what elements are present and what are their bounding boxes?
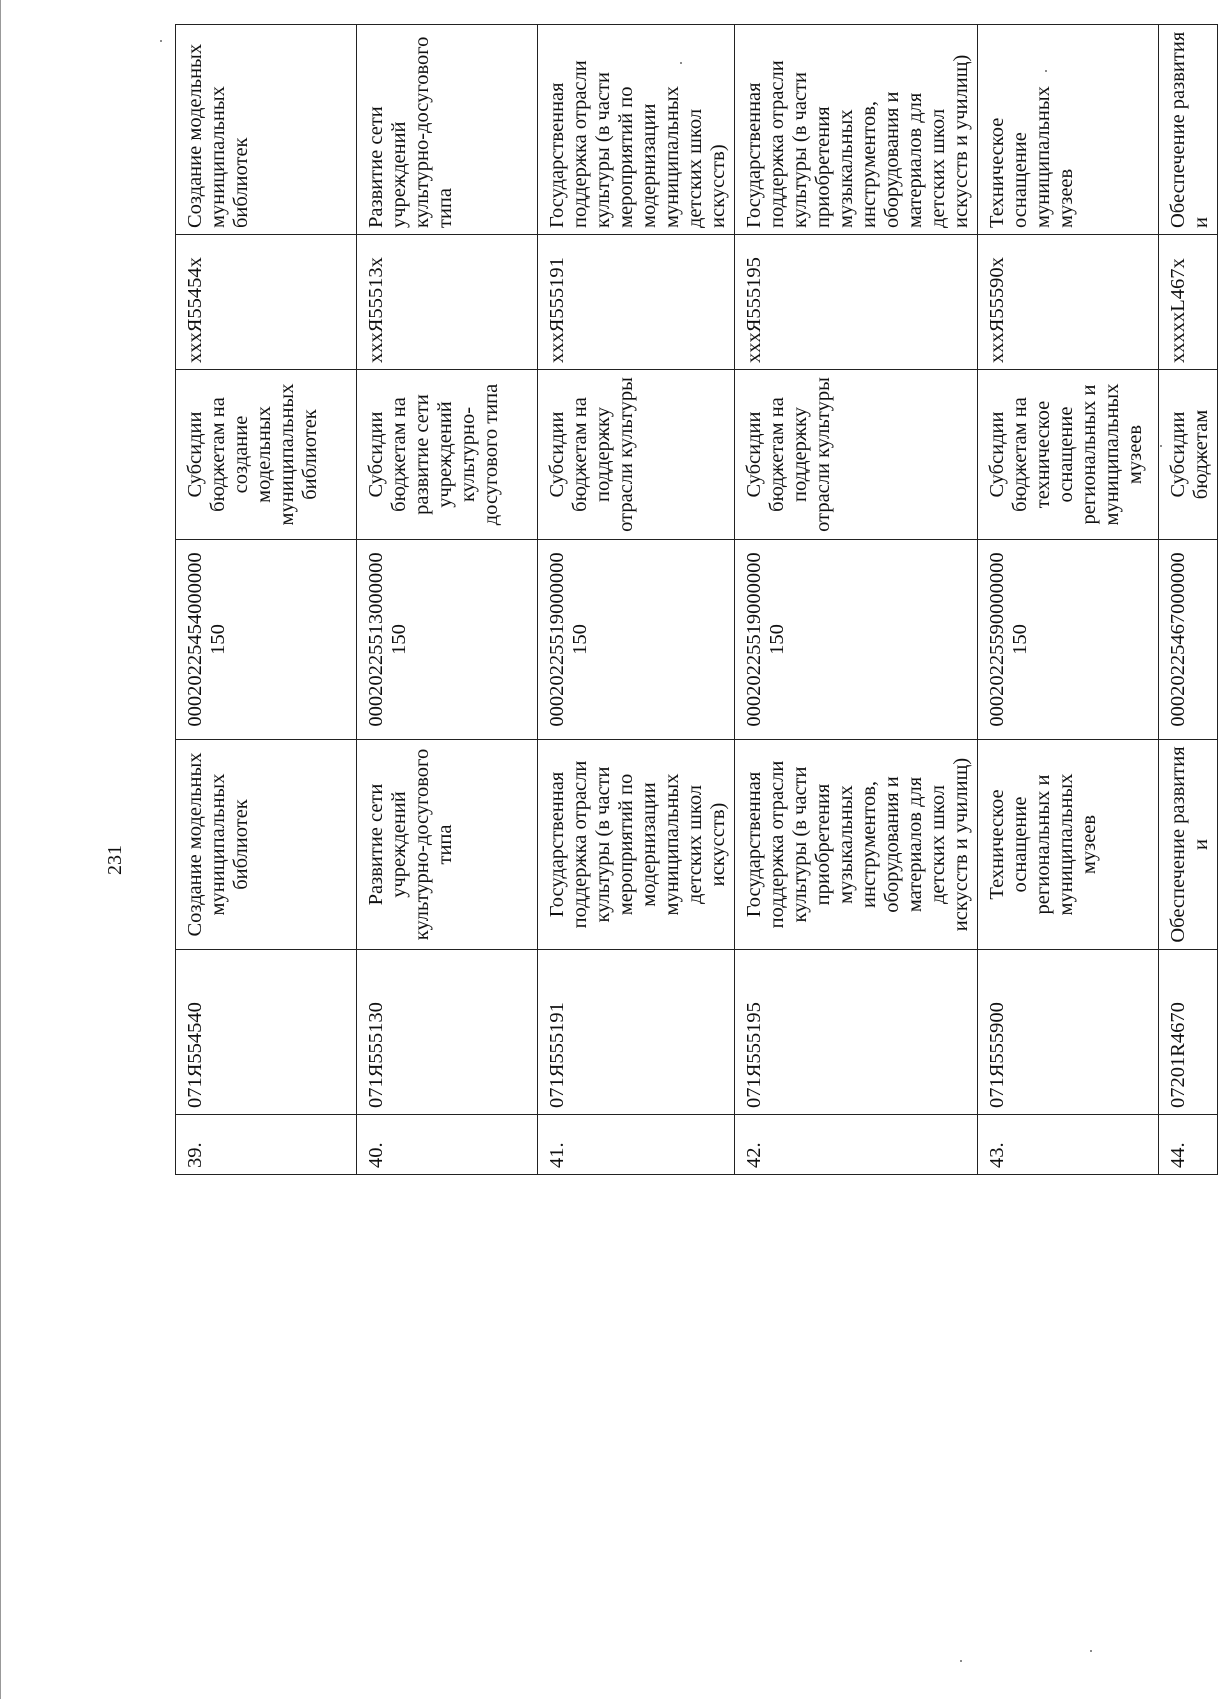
subsidy-name: Субсидии бюджетам на поддержку отрасли культуры [538, 370, 735, 540]
target-name: Государственная поддержка отрасли культуры (в части приобретения музыкальных инструментов, оборудования и материалов для детских школ искусств и училищ) [735, 25, 978, 235]
target-name: Государственная поддержка отрасли культуры (в части мероприятий по модернизации муниципальных детских школ искусств) [538, 25, 735, 235]
expense-code: 071Я555130 [357, 950, 538, 1115]
revenue-code: 00020225454000000 150 [176, 540, 357, 740]
row-number: 44. [1159, 1115, 1218, 1175]
row-number: 39. [176, 1115, 357, 1175]
expense-name: Обеспечение развития и [1159, 740, 1218, 950]
row-number: 42. [735, 1115, 978, 1175]
page-edge [0, 0, 1, 1699]
subsidy-name: Субсидии бюджетам на развитие сети учреждений культурно-досугового типа [357, 370, 538, 540]
target-name: Обеспечение развития и [1159, 25, 1218, 235]
scan-speck [1160, 445, 1162, 447]
subsidy-name: Субсидии бюджетам на поддержку отрасли культуры [735, 370, 978, 540]
revenue-code: 00020225513000000 150 [357, 540, 538, 740]
table-row [357, 25, 538, 1175]
expense-name: Государственная поддержка отрасли культуры (в части мероприятий по модернизации муниципальных детских школ искусств) [538, 740, 735, 950]
row-number: 40. [357, 1115, 538, 1175]
expense-code: 07201R4670 [1159, 950, 1218, 1115]
expense-code: 071Я554540 [176, 950, 357, 1115]
target-code: xxxЯ55454x [176, 235, 357, 370]
scan-speck [1090, 1650, 1092, 1652]
table-row [735, 25, 978, 1175]
expense-name: Техническое оснащение региональных и муниципальных музеев [978, 740, 1159, 950]
subsidy-name: Субсидии бюджетам [1159, 370, 1218, 540]
target-name: Развитие сети учреждений культурно-досугового типа [357, 25, 538, 235]
table-row [176, 25, 357, 1175]
target-code: xxxxxL467x [1159, 235, 1218, 370]
table-row [1159, 25, 1218, 1175]
expense-code: 071Я555195 [735, 950, 978, 1115]
revenue-code: 00020225519000000 150 [538, 540, 735, 740]
subsidy-name: Субсидии бюджетам на создание модельных муниципальных библиотек [176, 370, 357, 540]
subsidy-name: Субсидии бюджетам на техническое оснащение региональных и муниципальных музеев [978, 370, 1159, 540]
scan-speck [960, 1660, 962, 1662]
row-number: 43. [978, 1115, 1159, 1175]
subsidy-table [175, 24, 1218, 1175]
expense-name: Государственная поддержка отрасли культуры (в части приобретения музыкальных инструментов, оборудования и материалов для детских школ искусств и училищ) [735, 740, 978, 950]
table-row [538, 25, 735, 1175]
scan-speck [680, 62, 682, 64]
revenue-code: 00020225467000000 [1159, 540, 1218, 740]
target-code: xxxЯ55590x [978, 235, 1159, 370]
table-row [978, 25, 1159, 1175]
expense-code: 071Я555900 [978, 950, 1159, 1115]
target-code: xxxЯ555195 [735, 235, 978, 370]
expense-name: Развитие сети учреждений культурно-досугового типа [357, 740, 538, 950]
expense-code: 071Я555191 [538, 950, 735, 1115]
revenue-code: 00020225519000000 150 [735, 540, 978, 740]
expense-name: Создание модельных муниципальных библиотек [176, 740, 357, 950]
target-code: xxxЯ555191 [538, 235, 735, 370]
scan-speck [160, 40, 162, 42]
page-number: 231 [104, 845, 126, 875]
row-number: 41. [538, 1115, 735, 1175]
target-name: Техническое оснащение муниципальных музеев [978, 25, 1159, 235]
target-code: xxxЯ55513x [357, 235, 538, 370]
revenue-code: 00020225590000000 150 [978, 540, 1159, 740]
target-name: Создание модельных муниципальных библиотек [176, 25, 357, 235]
scan-speck [1045, 70, 1047, 72]
